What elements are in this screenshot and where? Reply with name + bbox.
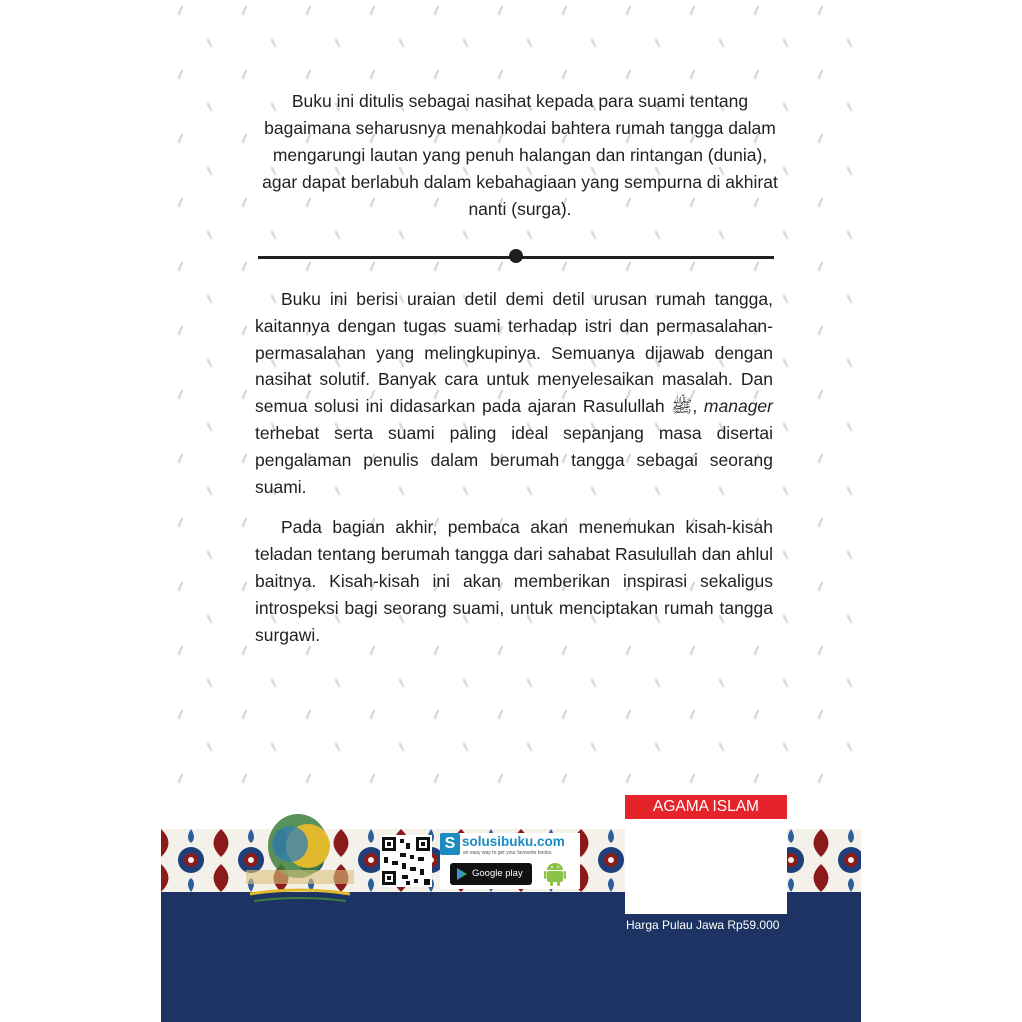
price-text: Harga Pulau Jawa Rp59.000 — [626, 918, 780, 932]
publisher-logo — [240, 806, 360, 910]
divider-dot — [509, 249, 523, 263]
p1-text: Buku ini berisi uraian detil demi detil urusan rumah tangga, kaitannya dengan tugas suami terhadap istri dan permasalahan-permasalahan yang melingkupinya. Semuanya dijawab dengan nasihat solutif. Banyak cara untuk menyelesaikan masalah. Dan semua solusi ini didasarkan pada ajaran Rasulullah — [255, 289, 773, 417]
salawat-symbol: ﷺ — [671, 396, 693, 417]
p1-italic-word: manager — [703, 396, 773, 417]
category-box — [625, 795, 787, 914]
p1-text-end: terhebat serta suami paling ideal sepanjang masa disertai pengalaman penulis dalam berumah tangga sebagai seorang suami. — [255, 422, 773, 497]
play-store-icon — [456, 868, 468, 880]
paragraph-1 — [255, 286, 773, 500]
store-info — [440, 833, 580, 889]
qr-code — [380, 835, 432, 887]
store-tagline: an easy way to get your favourite books. — [463, 850, 553, 856]
store-logo-icon: S — [440, 833, 460, 855]
summary-text: Buku ini ditulis sebagai nasihat kepada para suami tentang bagaimana seharusnya menahkodai bahtera rumah tangga dalam mengarungi lautan yang penuh halangan dan rintangan (dunia), agar dapat berlabuh dalam kebahagiaan yang sempurna di akhirat nanti (surga). — [262, 91, 778, 219]
store-site[interactable]: solusibuku.com — [462, 834, 565, 849]
paragraph-2: Pada bagian akhir, pembaca akan menemukan kisah-kisah teladan tentang berumah tangga dari sahabat Rasulullah dan ahlul baitnya. Kisah-kisah ini akan memberikan inspirasi sekaligus introspeksi bagi seorang suami, untuk menciptakan rumah tangga surgawi. — [255, 517, 773, 645]
description — [255, 286, 773, 662]
google-play-badge[interactable] — [450, 863, 532, 885]
category-label: AGAMA ISLAM — [625, 795, 787, 819]
google-play-label: Google play — [472, 868, 523, 879]
p1-comma: , — [692, 396, 704, 417]
android-icon — [544, 861, 566, 887]
